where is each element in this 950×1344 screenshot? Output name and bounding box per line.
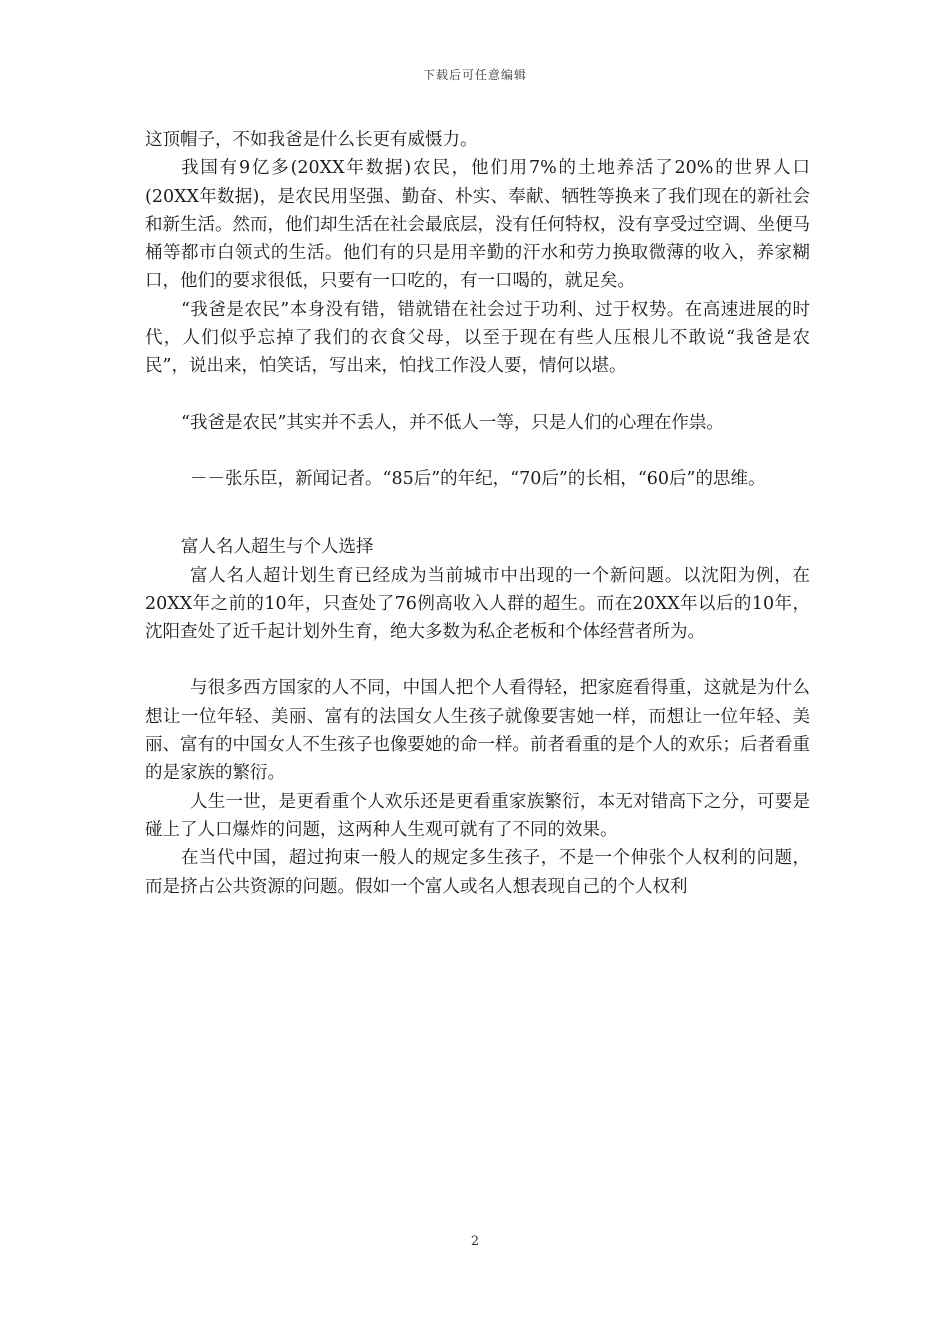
paragraph-3: “我爸是农民”本身没有错，错就错在社会过于功利、过于权势。在高速进展的时代，人们似乎忘掉了我们的衣食父母，以至于现在有些人压根儿不敢说“我爸是农民”，说出来，怕笑话，写出来，怕找工作没人要，情何以堪。 <box>145 299 810 377</box>
document-body <box>145 126 810 901</box>
section-title: 富人名人超生与个人选择 <box>181 537 374 558</box>
paragraph-6: 与很多西方国家的人不同，中国人把个人看得轻，把家庭看得重，这就是为什么想让一位年轻、美丽、富有的法国女人生孩子就像要害她一样，而想让一位年轻、美丽、富有的中国女人不生孩子也像要她的命一样。前者看重的是个人的欢乐；后者看重的是家族的繁衍。 <box>145 678 810 784</box>
page-number: 2 <box>470 1234 480 1249</box>
paragraph-8: 在当代中国，超过拘束一般人的规定多生孩子，不是一个伸张个人权利的问题，而是挤占公共资源的问题。假如一个富人或名人想表现自己的个人权利 <box>145 848 810 897</box>
page-header: 下载后可任意编辑 <box>422 68 527 82</box>
paragraph-5: 富人名人超计划生育已经成为当前城市中出现的一个新问题。以沈阳为例，在20XX年之前的10年，只查处了76例高收入人群的超生。而在20XX年以后的10年，沈阳查处了近千起计划外生育，绝大多数为私企老板和个体经营者所为。 <box>145 565 810 643</box>
byline: －－张乐臣，新闻记者。“85后”的年纪，“70后”的长相，“60后”的思维。 <box>190 468 766 489</box>
paragraph-2: 我国有9亿多(20XX年数据)农民，他们用7%的土地养活了20%的世界人口(20XX年数据)，是农民用坚强、勤奋、朴实、奉献、牺牲等换来了我们现在的新社会和新生活。然而，他们却生活在社会最底层，没有任何特权，没有享受过空调、坐便马桶等都市白领式的生活。他们有的只是用辛勤的汗水和劳力换取微薄的收入，养家糊口，他们的要求很低，只要有一口吃的，有一口喝的，就足矣。 <box>145 158 810 292</box>
paragraph-1: 这顶帽子，不如我爸是什么长更有威慑力。 <box>145 130 478 150</box>
paragraph-7: 人生一世，是更看重个人欢乐还是更看重家族繁衍，本无对错高下之分，可要是碰上了人口爆炸的问题，这两种人生观可就有了不同的效果。 <box>145 791 810 840</box>
paragraph-4: “我爸是农民”其实并不丢人，并不低人一等，只是人们的心理在作祟。 <box>181 412 724 433</box>
